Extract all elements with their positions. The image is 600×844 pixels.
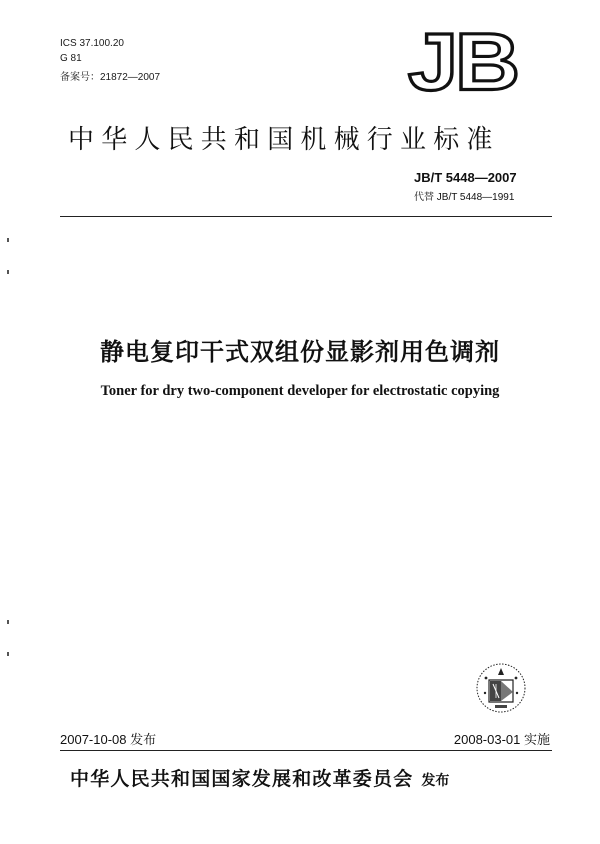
bottom-divider: [60, 750, 552, 751]
implementation-date: 2008-03-01 实施: [453, 732, 550, 747]
issue-date: 2007-10-08 发布: [60, 732, 157, 747]
issuer-line: [70, 764, 449, 791]
issuer-name: 中华人民共和国国家发展和改革委员会: [70, 768, 414, 790]
scan-mark: [7, 652, 9, 656]
scan-mark: [7, 270, 9, 274]
scan-mark: [7, 238, 9, 242]
scan-mark: [7, 620, 9, 624]
standard-category-title: 中华人民共和国机械行业标准: [68, 125, 500, 155]
record-number: 备案号：21872—2007: [60, 72, 161, 83]
jb-logo: JB: [408, 17, 518, 108]
top-divider: [60, 216, 552, 217]
issued-label: 发布: [421, 773, 450, 789]
ics-code: ICS 37.100.20: [60, 38, 124, 49]
replaces-standard: 代替 JB/T 5448—1991: [414, 192, 515, 203]
standard-number: JB/T 5448—2007: [414, 170, 517, 185]
classification-code: G 81: [60, 53, 82, 64]
publisher-emblem-icon: [473, 660, 529, 716]
document-title-english: Toner for dry two-component developer for electrostatic copying: [100, 383, 500, 399]
document-title-chinese: 静电复印干式双组份显影剂用色调剂: [100, 338, 500, 366]
